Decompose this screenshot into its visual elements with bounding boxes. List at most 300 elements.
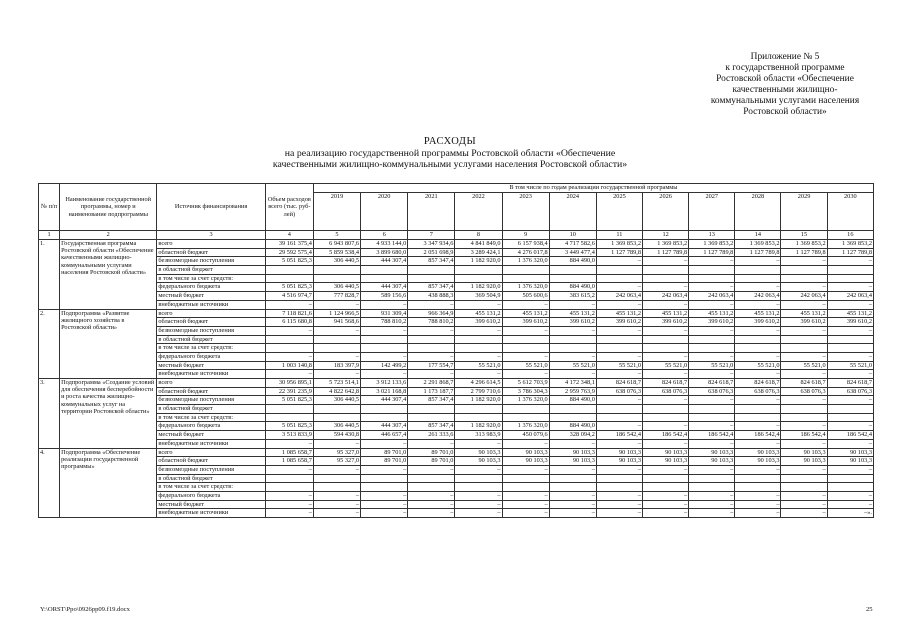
year-value-cell: 4 717 582,6 xyxy=(549,240,596,249)
year-value-cell: – xyxy=(781,422,827,431)
year-value-cell: – xyxy=(781,257,827,266)
year-value-cell xyxy=(596,413,642,422)
total-cell: – xyxy=(265,439,313,448)
funding-source: федерального бюджета xyxy=(157,352,265,361)
year-value-cell: 824 618,7 xyxy=(781,379,827,388)
year-value-cell xyxy=(596,405,642,414)
year-value-cell: 90 103,3 xyxy=(781,448,827,457)
year-value-cell xyxy=(827,483,873,492)
year-value-cell xyxy=(408,474,455,483)
year-value-cell: 55 521,0 xyxy=(549,361,596,370)
year-value-cell: – xyxy=(827,283,873,292)
table-row xyxy=(39,431,874,440)
year-value-cell xyxy=(689,335,735,344)
year-header: 2028 xyxy=(735,193,781,231)
year-value-cell: – xyxy=(689,326,735,335)
year-value-cell xyxy=(689,483,735,492)
year-value-cell: 90 103,3 xyxy=(735,448,781,457)
year-value-cell: 186 542,4 xyxy=(689,431,735,440)
year-value-cell xyxy=(781,274,827,283)
year-value-cell: – xyxy=(596,300,642,309)
year-value-cell: – xyxy=(455,491,502,500)
table-row xyxy=(39,413,874,422)
year-value-cell: 857 347,4 xyxy=(408,396,455,405)
appendix-line: качественными жилищно- xyxy=(732,85,838,95)
table-row xyxy=(39,240,874,249)
table-row xyxy=(39,457,874,466)
year-value-cell xyxy=(827,474,873,483)
total-cell: 4 516 974,7 xyxy=(265,292,313,301)
column-number: 10 xyxy=(549,231,596,240)
year-value-cell: – xyxy=(735,491,781,500)
expenses-table xyxy=(38,183,874,518)
year-value-cell: – xyxy=(502,352,549,361)
year-value-cell: – xyxy=(549,500,596,509)
year-value-cell: – xyxy=(643,396,689,405)
table-row xyxy=(39,474,874,483)
column-number: 4 xyxy=(265,231,313,240)
year-value-cell: –». xyxy=(827,509,873,518)
year-value-cell xyxy=(643,483,689,492)
year-value-cell: 638 076,3 xyxy=(827,387,873,396)
year-value-cell xyxy=(689,274,735,283)
table-row xyxy=(39,370,874,379)
year-value-cell: – xyxy=(781,500,827,509)
year-value-cell: – xyxy=(455,370,502,379)
year-value-cell: 1 369 853,2 xyxy=(827,240,873,249)
year-value-cell: – xyxy=(549,326,596,335)
year-value-cell: 2 291 868,7 xyxy=(408,379,455,388)
table-row xyxy=(39,352,874,361)
year-value-cell: – xyxy=(781,370,827,379)
year-value-cell xyxy=(596,344,642,353)
year-value-cell: 1 127 789,8 xyxy=(596,248,642,257)
appendix-line: Приложение № 5 xyxy=(750,52,820,62)
year-value-cell xyxy=(735,413,781,422)
year-value-cell: 1 127 789,8 xyxy=(643,248,689,257)
year-value-cell xyxy=(735,335,781,344)
year-value-cell xyxy=(455,274,502,283)
year-value-cell: – xyxy=(827,326,873,335)
year-value-cell: – xyxy=(735,465,781,474)
year-value-cell: 90 103,3 xyxy=(549,457,596,466)
year-value-cell xyxy=(549,266,596,275)
table-row xyxy=(39,387,874,396)
year-value-cell: 186 542,4 xyxy=(596,431,642,440)
year-value-cell: 438 888,3 xyxy=(408,292,455,301)
year-value-cell: – xyxy=(735,500,781,509)
funding-source: внебюджетные источники xyxy=(157,300,265,309)
year-value-cell: – xyxy=(596,326,642,335)
year-value-cell xyxy=(596,274,642,283)
year-value-cell: 90 103,3 xyxy=(689,457,735,466)
footer-page-number: 25 xyxy=(866,606,873,613)
funding-source: в том числе за счет средств: xyxy=(157,274,265,283)
year-header: 2025 xyxy=(596,193,642,231)
year-value-cell: 824 618,7 xyxy=(596,379,642,388)
year-value-cell: 399 610,2 xyxy=(549,318,596,327)
column-number: 12 xyxy=(643,231,689,240)
appendix-line: к государственной программе xyxy=(725,63,845,73)
year-value-cell: – xyxy=(408,509,455,518)
year-value-cell: – xyxy=(549,352,596,361)
year-value-cell: – xyxy=(643,422,689,431)
year-value-cell xyxy=(643,413,689,422)
year-value-cell xyxy=(735,483,781,492)
total-cell: 5 051 825,3 xyxy=(265,396,313,405)
year-value-cell: – xyxy=(408,465,455,474)
document-heading xyxy=(200,136,700,171)
total-cell: 3 513 833,9 xyxy=(265,431,313,440)
year-value-cell: 4 296 614,5 xyxy=(455,379,502,388)
year-value-cell: 95 327,0 xyxy=(313,457,360,466)
table-row xyxy=(39,266,874,275)
year-value-cell: – xyxy=(502,439,549,448)
year-value-cell: 90 103,3 xyxy=(455,457,502,466)
funding-source: в областной бюджет xyxy=(157,335,265,344)
year-value-cell: 824 618,7 xyxy=(643,379,689,388)
year-value-cell: – xyxy=(361,352,408,361)
year-value-cell: – xyxy=(735,257,781,266)
year-value-cell: – xyxy=(689,370,735,379)
year-value-cell: – xyxy=(689,300,735,309)
column-number: 9 xyxy=(502,231,549,240)
year-value-cell xyxy=(549,344,596,353)
column-number: 5 xyxy=(313,231,360,240)
total-cell xyxy=(265,413,313,422)
year-value-cell: – xyxy=(643,300,689,309)
year-value-cell: 3 899 680,0 xyxy=(361,248,408,257)
year-value-cell: – xyxy=(596,283,642,292)
year-value-cell: – xyxy=(827,352,873,361)
funding-source: местный бюджет xyxy=(157,431,265,440)
year-value-cell: 90 103,3 xyxy=(689,448,735,457)
year-value-cell: – xyxy=(361,370,408,379)
year-value-cell: – xyxy=(549,465,596,474)
column-number: 15 xyxy=(781,231,827,240)
year-value-cell: – xyxy=(781,439,827,448)
year-value-cell: – xyxy=(313,352,360,361)
year-value-cell: 455 131,2 xyxy=(502,309,549,318)
year-value-cell: 5 723 514,1 xyxy=(313,379,360,388)
year-value-cell: 1 376 320,0 xyxy=(502,257,549,266)
table-row xyxy=(39,422,874,431)
year-value-cell: 90 103,3 xyxy=(455,448,502,457)
year-value-cell: 242 063,4 xyxy=(689,292,735,301)
year-value-cell: 399 610,2 xyxy=(455,318,502,327)
year-value-cell: – xyxy=(455,352,502,361)
col-header-name: Наименование государственной программы, номер и наименование подпрограммы xyxy=(60,184,157,231)
year-value-cell xyxy=(781,335,827,344)
year-value-cell xyxy=(455,266,502,275)
total-cell: 1 085 658,7 xyxy=(265,457,313,466)
year-value-cell: 966 364,9 xyxy=(408,309,455,318)
year-value-cell: – xyxy=(781,396,827,405)
year-value-cell: 55 521,0 xyxy=(781,361,827,370)
year-value-cell: 4 841 849,0 xyxy=(455,240,502,249)
year-value-cell: – xyxy=(502,465,549,474)
year-value-cell: 1 127 789,8 xyxy=(735,248,781,257)
funding-source: в областной бюджет xyxy=(157,474,265,483)
program-name: Подпрограмма «Развитие жилищного хозяйства в Ростовской области» xyxy=(60,309,157,379)
year-value-cell: 90 103,3 xyxy=(643,457,689,466)
table-row xyxy=(39,361,874,370)
year-value-cell xyxy=(549,474,596,483)
year-value-cell: – xyxy=(643,257,689,266)
year-value-cell xyxy=(689,344,735,353)
year-value-cell: 594 430,8 xyxy=(313,431,360,440)
year-value-cell xyxy=(361,274,408,283)
year-value-cell: – xyxy=(781,326,827,335)
table-row xyxy=(39,283,874,292)
table-row xyxy=(39,509,874,518)
year-value-cell: 90 103,3 xyxy=(643,448,689,457)
year-value-cell: 638 076,3 xyxy=(643,387,689,396)
year-value-cell: 369 504,9 xyxy=(455,292,502,301)
year-value-cell: 90 103,3 xyxy=(735,457,781,466)
year-header: 2030 xyxy=(827,193,873,231)
year-value-cell: – xyxy=(455,509,502,518)
year-value-cell xyxy=(643,266,689,275)
year-value-cell: – xyxy=(502,509,549,518)
column-number: 1 xyxy=(39,231,60,240)
year-value-cell: 1 376 320,0 xyxy=(502,422,549,431)
year-value-cell: – xyxy=(643,326,689,335)
year-value-cell: 824 618,7 xyxy=(689,379,735,388)
year-value-cell xyxy=(361,474,408,483)
year-value-cell xyxy=(455,335,502,344)
year-value-cell xyxy=(361,405,408,414)
year-value-cell: 1 182 920,0 xyxy=(455,396,502,405)
year-value-cell: – xyxy=(549,439,596,448)
year-value-cell: 788 810,2 xyxy=(361,318,408,327)
table-row xyxy=(39,448,874,457)
table-row xyxy=(39,274,874,283)
year-value-cell xyxy=(502,274,549,283)
year-value-cell: – xyxy=(596,509,642,518)
year-value-cell: 884 490,0 xyxy=(549,283,596,292)
total-cell: – xyxy=(265,500,313,509)
table-row xyxy=(39,300,874,309)
year-value-cell: 186 542,4 xyxy=(827,431,873,440)
program-number: 1. xyxy=(39,240,60,310)
table-row xyxy=(39,335,874,344)
funding-source: внебюджетные источники xyxy=(157,439,265,448)
year-value-cell: 2 051 698,9 xyxy=(408,248,455,257)
year-value-cell xyxy=(689,266,735,275)
year-value-cell: 306 440,5 xyxy=(313,257,360,266)
year-value-cell: – xyxy=(502,491,549,500)
year-value-cell: – xyxy=(735,509,781,518)
year-value-cell: 638 076,3 xyxy=(596,387,642,396)
year-value-cell xyxy=(455,344,502,353)
year-value-cell: – xyxy=(596,422,642,431)
year-value-cell: – xyxy=(361,491,408,500)
funding-source: всего xyxy=(157,309,265,318)
year-value-cell: – xyxy=(313,326,360,335)
year-value-cell xyxy=(781,474,827,483)
year-value-cell xyxy=(781,266,827,275)
year-value-cell: – xyxy=(689,439,735,448)
year-value-cell: 6 943 807,6 xyxy=(313,240,360,249)
funding-source: в том числе за счет средств: xyxy=(157,344,265,353)
year-header: 2026 xyxy=(643,193,689,231)
year-value-cell xyxy=(549,335,596,344)
year-value-cell: – xyxy=(313,500,360,509)
appendix-line: Ростовской области «Обеспечение xyxy=(716,74,854,84)
year-value-cell: 142 499,2 xyxy=(361,361,408,370)
total-cell: 22 391 235,9 xyxy=(265,387,313,396)
year-value-cell: 2 799 710,6 xyxy=(455,387,502,396)
year-value-cell xyxy=(596,483,642,492)
appendix-note xyxy=(680,52,890,118)
year-value-cell: 638 076,3 xyxy=(781,387,827,396)
year-value-cell: 3 289 424,1 xyxy=(455,248,502,257)
year-value-cell: – xyxy=(455,326,502,335)
funding-source: областной бюджет xyxy=(157,387,265,396)
year-value-cell: 89 701,0 xyxy=(361,457,408,466)
year-value-cell xyxy=(502,474,549,483)
year-value-cell: – xyxy=(313,491,360,500)
year-value-cell xyxy=(689,413,735,422)
year-value-cell: 931 309,4 xyxy=(361,309,408,318)
year-value-cell xyxy=(361,413,408,422)
year-header: 2023 xyxy=(502,193,549,231)
total-cell xyxy=(265,344,313,353)
year-value-cell: – xyxy=(313,300,360,309)
column-number: 7 xyxy=(408,231,455,240)
year-value-cell xyxy=(643,344,689,353)
footer-file-path: Y:\ORST\Ppo\0926pp09.f19.docx xyxy=(40,606,130,613)
year-value-cell: – xyxy=(596,370,642,379)
column-number: 3 xyxy=(157,231,265,240)
year-value-cell xyxy=(408,483,455,492)
total-cell xyxy=(265,474,313,483)
year-value-cell: 1 369 853,2 xyxy=(689,240,735,249)
year-value-cell: – xyxy=(827,422,873,431)
year-value-cell: – xyxy=(549,370,596,379)
total-cell: 30 956 895,1 xyxy=(265,379,313,388)
appendix-line: Ростовской области» xyxy=(743,107,827,117)
year-value-cell xyxy=(596,335,642,344)
year-value-cell xyxy=(827,344,873,353)
year-value-cell: 455 131,2 xyxy=(827,309,873,318)
year-header: 2024 xyxy=(549,193,596,231)
year-value-cell: 89 701,0 xyxy=(408,448,455,457)
year-value-cell: 1 124 966,5 xyxy=(313,309,360,318)
year-value-cell: – xyxy=(361,439,408,448)
year-value-cell: – xyxy=(549,491,596,500)
total-cell: – xyxy=(265,465,313,474)
total-cell xyxy=(265,483,313,492)
year-value-cell: 90 103,3 xyxy=(549,448,596,457)
table-row xyxy=(39,439,874,448)
year-value-cell xyxy=(827,335,873,344)
year-value-cell xyxy=(455,405,502,414)
year-value-cell: 857 347,4 xyxy=(408,283,455,292)
year-value-cell: 3 347 934,6 xyxy=(408,240,455,249)
year-value-cell xyxy=(549,483,596,492)
year-value-cell: – xyxy=(735,283,781,292)
year-value-cell: 4 276 017,8 xyxy=(502,248,549,257)
year-value-cell: – xyxy=(361,326,408,335)
year-value-cell: 89 701,0 xyxy=(408,457,455,466)
year-value-cell: – xyxy=(361,500,408,509)
funding-source: всего xyxy=(157,240,265,249)
year-value-cell: – xyxy=(361,300,408,309)
year-value-cell: 183 397,9 xyxy=(313,361,360,370)
year-value-cell: – xyxy=(827,465,873,474)
year-value-cell: – xyxy=(643,500,689,509)
year-value-cell xyxy=(735,405,781,414)
table-row xyxy=(39,257,874,266)
year-value-cell: 55 521,0 xyxy=(735,361,781,370)
appendix-line: коммунальными услугами населения xyxy=(710,96,860,106)
program-number: 3. xyxy=(39,379,60,449)
year-value-cell: 4 822 642,8 xyxy=(313,387,360,396)
year-value-cell: 884 490,0 xyxy=(549,396,596,405)
year-value-cell xyxy=(549,274,596,283)
year-value-cell: – xyxy=(781,465,827,474)
year-value-cell: – xyxy=(408,439,455,448)
funding-source: областной бюджет xyxy=(157,248,265,257)
year-value-cell: – xyxy=(689,422,735,431)
year-value-cell: – xyxy=(408,326,455,335)
year-value-cell: 55 521,0 xyxy=(643,361,689,370)
year-value-cell xyxy=(781,405,827,414)
year-value-cell: 1 182 920,0 xyxy=(455,257,502,266)
table-row xyxy=(39,292,874,301)
year-value-cell: 4 933 144,0 xyxy=(361,240,408,249)
year-value-cell xyxy=(361,266,408,275)
year-value-cell: 90 103,3 xyxy=(827,448,873,457)
year-value-cell: – xyxy=(455,439,502,448)
year-value-cell: 242 063,4 xyxy=(827,292,873,301)
year-value-cell: 1 182 920,0 xyxy=(455,283,502,292)
year-value-cell: 186 542,4 xyxy=(781,431,827,440)
year-value-cell: – xyxy=(827,300,873,309)
year-value-cell: – xyxy=(827,257,873,266)
year-value-cell: 788 810,2 xyxy=(408,318,455,327)
year-value-cell xyxy=(735,474,781,483)
year-value-cell: 1 127 789,8 xyxy=(827,248,873,257)
year-value-cell xyxy=(313,413,360,422)
year-value-cell xyxy=(408,266,455,275)
year-value-cell: 399 610,2 xyxy=(643,318,689,327)
year-value-cell: 55 521,0 xyxy=(502,361,549,370)
funding-source: местный бюджет xyxy=(157,361,265,370)
total-cell: 6 115 680,8 xyxy=(265,318,313,327)
year-value-cell xyxy=(361,483,408,492)
year-value-cell: 857 347,4 xyxy=(408,422,455,431)
table-row xyxy=(39,344,874,353)
funding-source: безвозмездные поступления xyxy=(157,257,265,266)
year-value-cell: – xyxy=(549,509,596,518)
year-value-cell: – xyxy=(643,465,689,474)
year-value-cell: – xyxy=(781,300,827,309)
year-value-cell: 3 449 477,4 xyxy=(549,248,596,257)
program-name: Подпрограмма «Создание условий для обеспечения бесперебойности и роста качества жилищно-коммунальных услуг на территории Ростовской области» xyxy=(60,379,157,449)
col-header-total: Объем расходов всего (тыс. руб-лей) xyxy=(265,184,313,231)
year-value-cell xyxy=(455,413,502,422)
year-value-cell: 455 131,2 xyxy=(781,309,827,318)
year-value-cell xyxy=(502,413,549,422)
year-value-cell xyxy=(827,266,873,275)
year-value-cell: – xyxy=(781,352,827,361)
year-value-cell xyxy=(643,274,689,283)
year-value-cell xyxy=(502,335,549,344)
year-value-cell xyxy=(549,405,596,414)
